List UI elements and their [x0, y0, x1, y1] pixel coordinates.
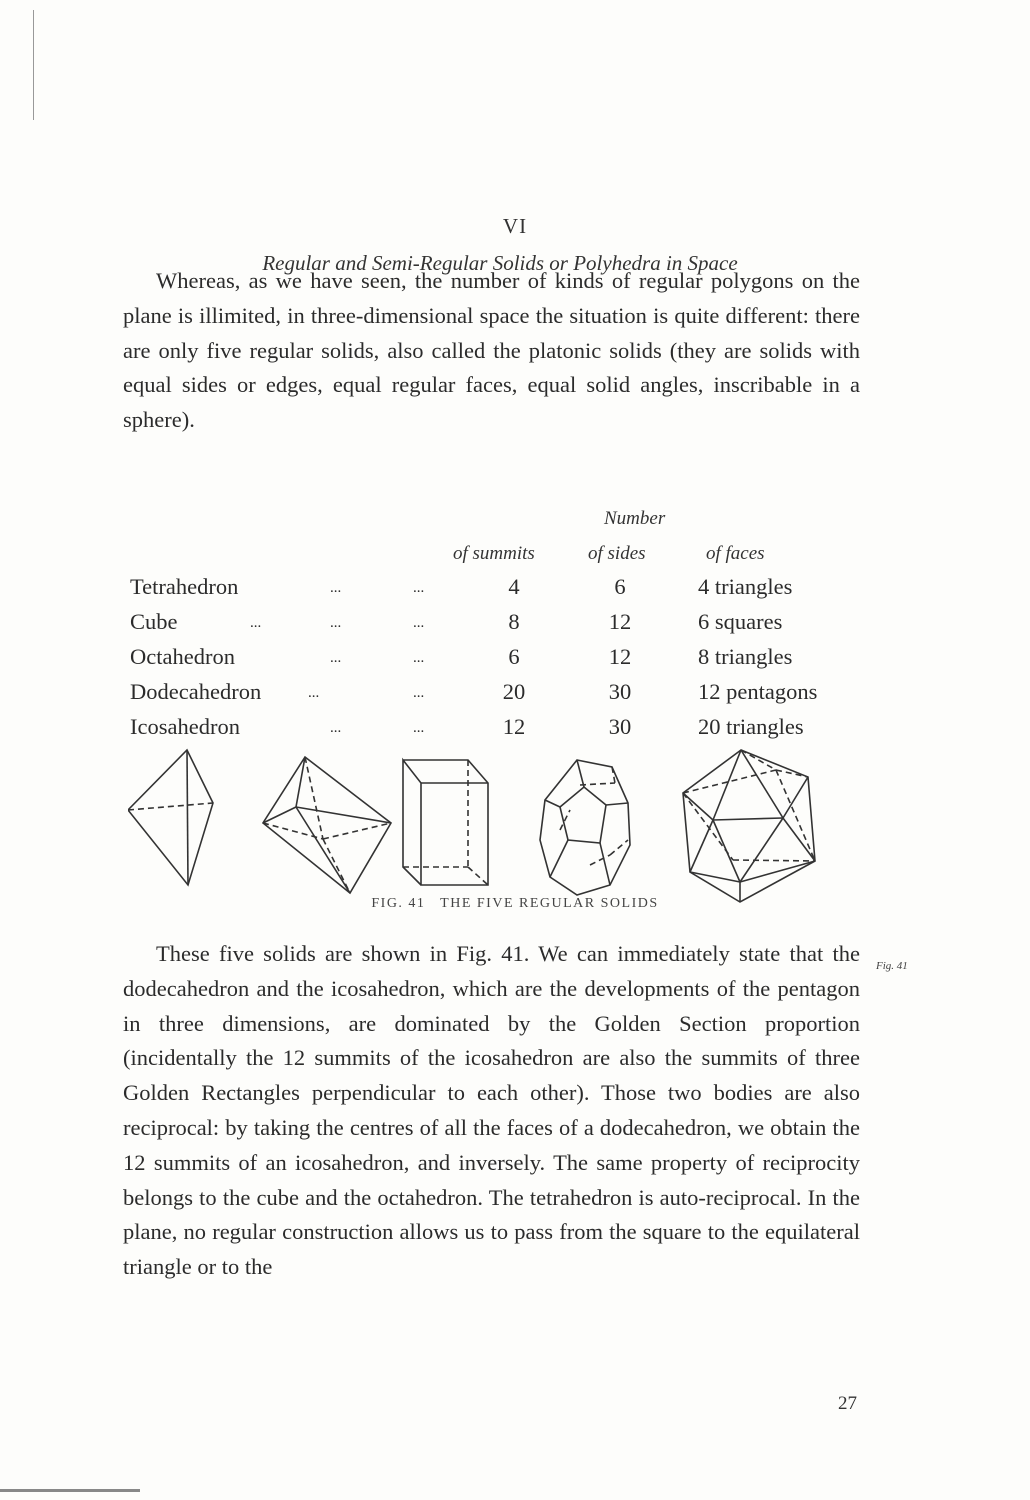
table-row [130, 609, 850, 644]
leader-dots: ... [330, 580, 342, 596]
sides-value: 6 [614, 574, 626, 599]
solid-name: Icosahedron [130, 714, 240, 739]
leader-dots: ... [330, 650, 342, 666]
sides-value: 30 [608, 679, 632, 704]
paragraph-body [123, 937, 860, 1285]
faces-value: 6 squares [698, 609, 783, 634]
leader-dots: ... [413, 580, 425, 596]
dodecahedron-drawing [540, 760, 630, 895]
sides-value: 30 [608, 714, 632, 739]
margin-figure-reference: Fig. 41 [876, 960, 908, 972]
cube-drawing [403, 760, 488, 885]
section-title: Regular and Semi-Regular Solids or Polyhedra in Space [262, 251, 738, 275]
octahedron-drawing [263, 757, 391, 893]
table-row [130, 679, 850, 714]
leader-dots: ... [308, 685, 320, 701]
leader-dots: ... [413, 685, 425, 701]
summits-value: 4 [508, 574, 520, 599]
solid-name: Octahedron [130, 644, 235, 669]
table-row [130, 644, 850, 679]
summits-value: 8 [508, 609, 520, 634]
column-header-sides: of sides [588, 543, 646, 564]
leader-dots: ... [413, 615, 425, 631]
tetrahedron-drawing [128, 750, 213, 885]
paragraph-body-text: These five solids are shown in Fig. 41. We can immediately state that the dodecahedron and the icosahedron, which are the developments of the pentagon in three dimensions, are dominated by the Golden Section proportion (incidentally the 12 summits of the icosahedron are also the summits of three Golden Rectangles perpendicular to each other). Those two bodies are also reciprocal: by taking the centres of all the faces of a dodecahedron, we obtain the 12 summits of an icosahedron, and inversely. The same property of reciprocity belongs to the cube and the octahedron. The tetrahedron is auto-reciprocal. In the plane, no regular construction allows us to pass from the square to the equilateral triangle or to the [123, 941, 860, 1280]
column-header-summits: of summits [453, 543, 535, 564]
table-row [130, 714, 850, 749]
solid-name: Tetrahedron [130, 574, 239, 599]
leader-dots: ... [413, 650, 425, 666]
summits-value: 6 [508, 644, 520, 669]
faces-value: 20 triangles [698, 714, 804, 739]
column-header-faces: of faces [706, 543, 765, 564]
summits-value: 20 [502, 679, 526, 704]
paragraph-intro [123, 264, 860, 438]
scan-bottom-edge [0, 1489, 140, 1492]
summits-value: 12 [502, 714, 526, 739]
faces-value: 12 pentagons [698, 679, 818, 704]
table-row [130, 574, 850, 609]
solid-name: Dodecahedron [130, 679, 262, 704]
figure-caption: FIG. 41 THE FIVE REGULAR SOLIDS [371, 896, 659, 911]
solid-name: Cube [130, 609, 178, 634]
scan-edge-line [33, 10, 34, 120]
sides-value: 12 [608, 644, 632, 669]
leader-dots: ... [250, 615, 262, 631]
icosahedron-drawing [683, 750, 815, 902]
leader-dots: ... [330, 720, 342, 736]
leader-dots: ... [330, 615, 342, 631]
leader-dots: ... [413, 720, 425, 736]
paragraph-intro-text: Whereas, as we have seen, the number of kinds of regular polygons on the plane is illimited, in three-dimensional space the situation is quite different: there are only five regular solids, also called the platonic solids (they are solids with equal sides or edges, equal regular faces, equal solid angles, inscribable in a sphere). [123, 268, 860, 433]
sides-value: 12 [608, 609, 632, 634]
page-number: 27 [838, 1393, 857, 1414]
faces-value: 4 triangles [698, 574, 793, 599]
figure-five-regular-solids [128, 745, 848, 905]
faces-value: 8 triangles [698, 644, 793, 669]
table-group-header: Number [604, 508, 666, 529]
chapter-number: VI [502, 214, 528, 238]
